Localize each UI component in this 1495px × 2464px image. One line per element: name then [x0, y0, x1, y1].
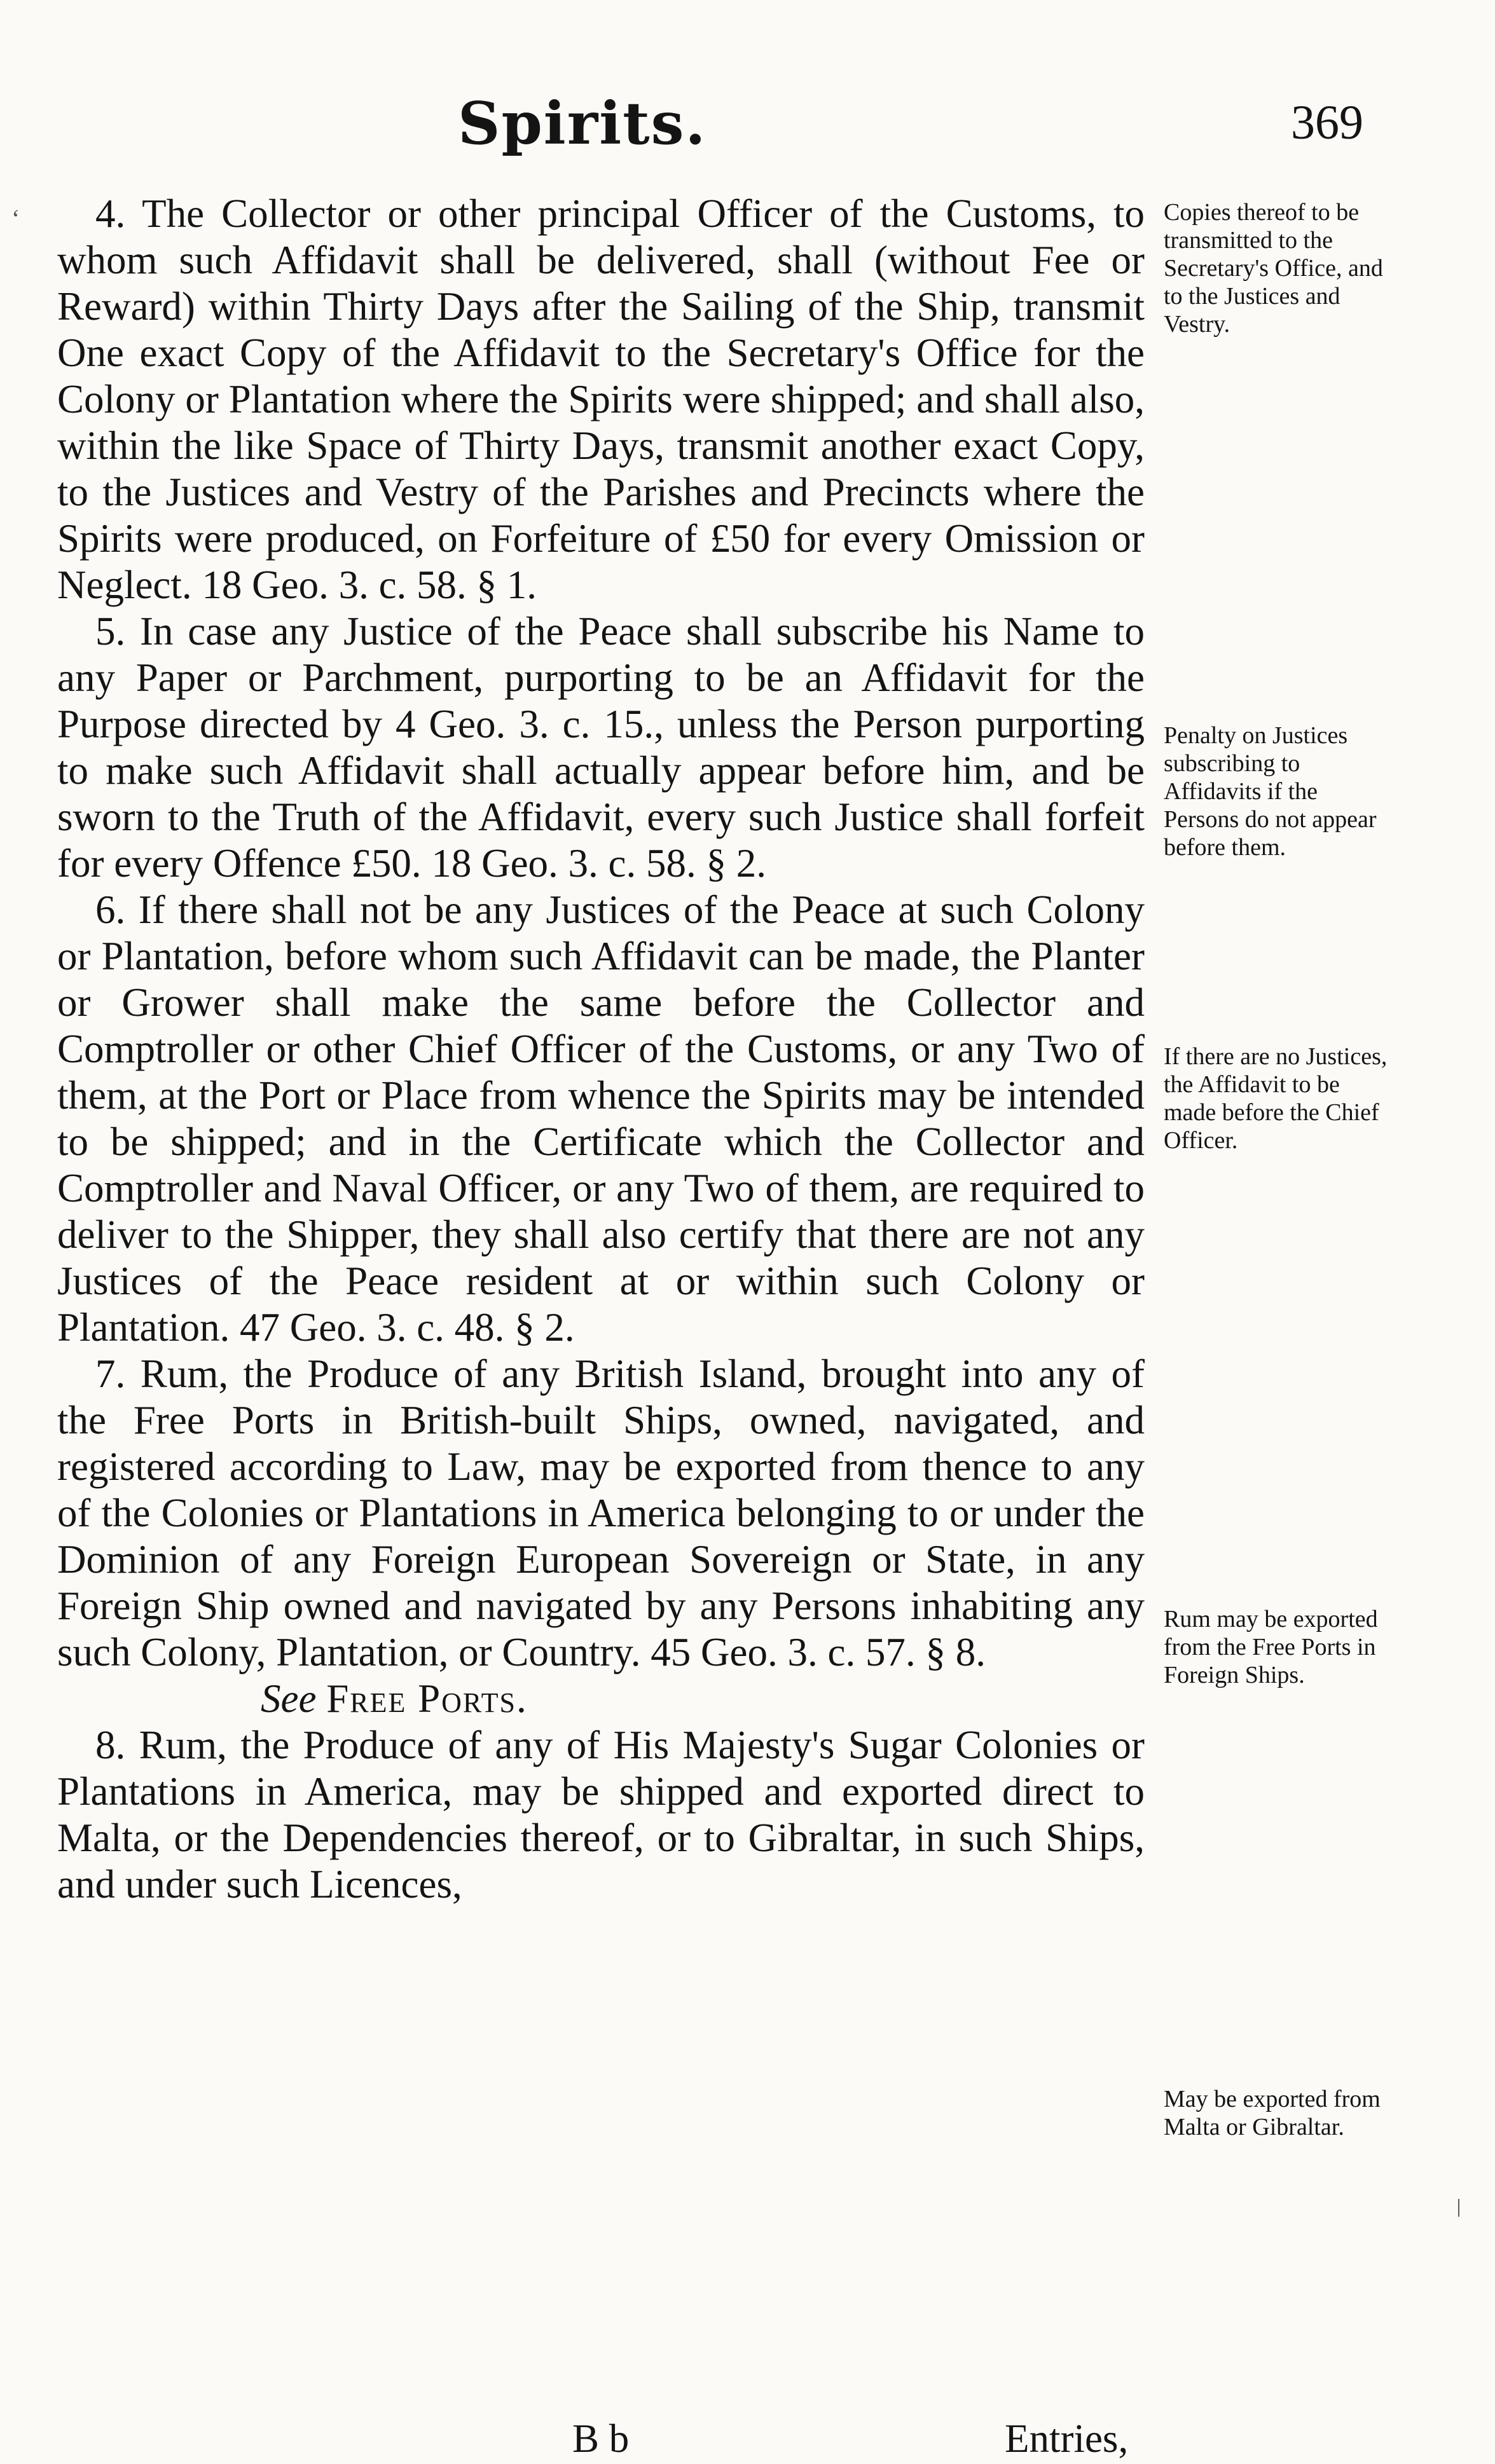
statute-citation: 47 Geo. 3. c. 48. § 2. [239, 1305, 575, 1350]
paragraph-5 [57, 608, 1145, 887]
cross-reference [57, 1676, 1145, 1722]
page-number: 369 [1291, 96, 1363, 149]
margin-note-no-justices: If there are no Justices, the Affidavit to be made before the Chief Officer. [1164, 1043, 1388, 1154]
running-title: Spirits. [458, 89, 707, 158]
scan-speck: ǀ [1456, 2194, 1462, 2222]
paragraph-number: 6. [95, 887, 126, 932]
paragraph-number: 7. [95, 1352, 126, 1396]
paragraph-number: 4. [95, 191, 126, 236]
margin-note-rum-free-ports: Rum may be exported from the Free Ports in Foreign Ships. [1164, 1606, 1378, 1688]
see-target: Free Ports. [326, 1676, 528, 1721]
margin-note-copies: Copies thereof to be transmitted to the Secretary's Office, and to the Justices and Vestry. [1164, 199, 1383, 338]
main-text-column [57, 191, 1145, 1908]
catchword: Entries, [1005, 2416, 1129, 2461]
paragraph-text: The Collector or other principal Officer of the Customs, to whom such Affidavit shall be delivered, shall (without Fee or Reward) within Thirty Days after the Sailing of the Ship, transmit One exact Copy of the Affidavit to the Secretary's Office for the Colony or Plantation where the Spirits were shipped; and shall also, within the like Space of Thirty Days, transmit another exact Copy, to the Justices and Vestry of the Parishes and Precincts where the Spirits were produced, on Forfeiture of £50 for every Omission or Neglect. [57, 191, 1145, 607]
paragraph-4 [57, 191, 1145, 608]
paragraph-6 [57, 887, 1145, 1351]
signature-mark: B b [572, 2416, 630, 2461]
scan-speck: ‘ [11, 204, 20, 233]
paragraph-text: In case any Justice of the Peace shall subscribe his Name to any Paper or Parchment, purporting to be an Affidavit for the Purpose directed by 4 Geo. 3. c. 15., unless the Person purporting to make such Affidavit shall actually appear before him, and be sworn to the Truth of the Affidavit, every such Justice shall forfeit for every Offence £50. [57, 609, 1145, 886]
paragraph-text: If there shall not be any Justices of the Peace at such Colony or Plantation, before whom such Affidavit can be made, the Planter or Grower shall make the same before the Collector and Comptroller or other Chief Officer of the Customs, or any Two of them, at the Port or Place from whence the Spirits may be intended to be shipped; and in the Certificate which the Collector and Comptroller and Naval Officer, or any Two of them, are required to deliver to the Shipper, they shall also certify that there are not any Justices of the Peace resident at or within such Colony or Plantation. [57, 887, 1145, 1350]
paragraph-text: Rum, the Produce of any British Island, brought into any of the Free Ports in British-built Ships, owned, navigated, and registered according to Law, may be exported from thence to any of the Colonies or Plantations in America belonging to or under the Dominion of any Foreign European Sovereign or State, in any Foreign Ship owned and navigated by any Persons inhabiting any such Colony, Plantation, or Country. [57, 1352, 1145, 1674]
paragraph-number: 8. [95, 1723, 126, 1767]
margin-note-penalty: Penalty on Justices subscribing to Affidavits if the Persons do not appear before them. [1164, 722, 1377, 861]
margin-note-malta: May be exported from Malta or Gibraltar. [1164, 2086, 1381, 2140]
paragraph-text: Rum, the Produce of any of His Majesty's Sugar Colonies or Plantations in America, may be shipped and exported direct to Malta, or the Dependencies thereof, or to Gibraltar, in such Ships, and under such Licences, [57, 1723, 1145, 1906]
paragraph-8 [57, 1722, 1145, 1908]
statute-citation: 18 Geo. 3. c. 58. § 1. [202, 563, 537, 607]
see-label: See [261, 1676, 317, 1721]
paragraph-7 [57, 1351, 1145, 1676]
statute-citation: 18 Geo. 3. c. 58. § 2. [431, 841, 766, 886]
paragraph-number: 5. [95, 609, 126, 654]
statute-citation: 45 Geo. 3. c. 57. § 8. [651, 1630, 986, 1674]
